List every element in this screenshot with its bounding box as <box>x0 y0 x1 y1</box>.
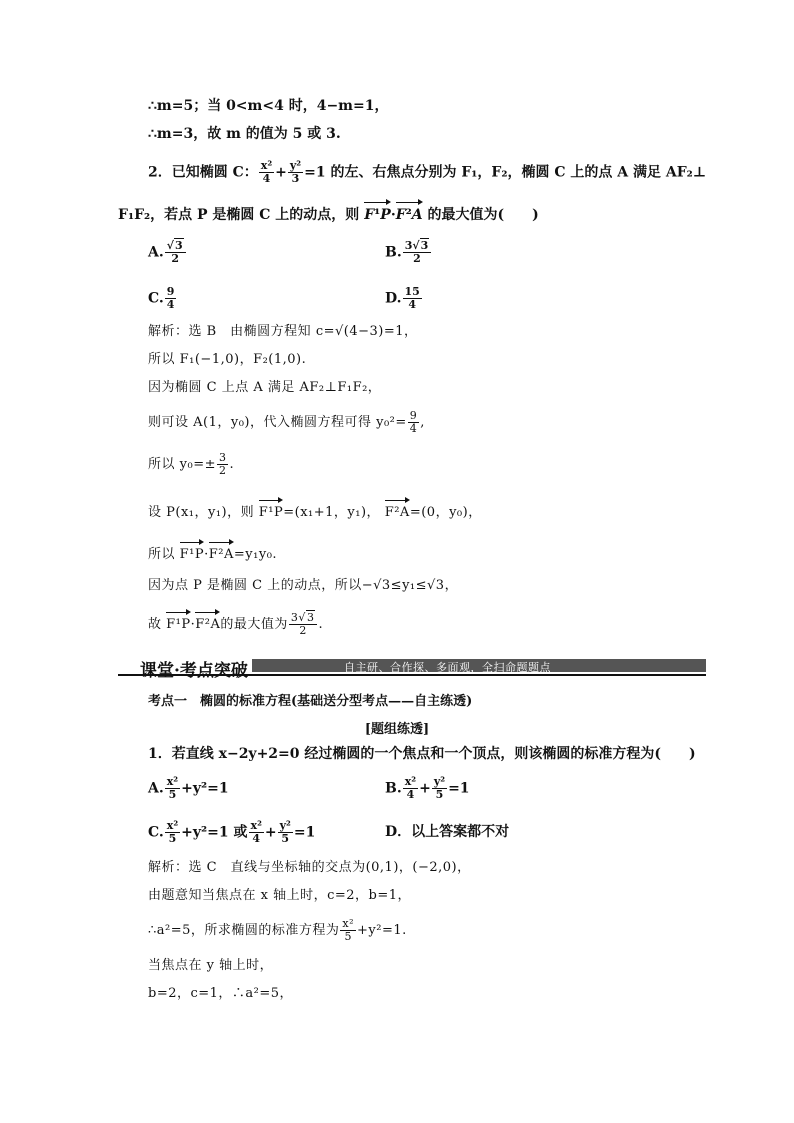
q2-text-c: F₁F₂，若点 P 是椭圆 C 上的动点，则 <box>118 207 360 223</box>
solution-line-8: 因为点 P 是椭圆 C 上的动点，所以−√3≤y₁≤√3， <box>148 578 459 593</box>
q1-solution-1: 解析：选 C 直线与坐标轴的交点为(0,1)，(−2,0)， <box>148 860 471 875</box>
solution-line-6: 设 P(x₁，y₁)，则 F¹P=(x₁+1，y₁)， F²A=(0，y₀)， <box>148 498 482 523</box>
line-m5: ∴m=5；当 0<m<4 时，4−m=1， <box>148 98 389 114</box>
question-1: 1．若直线 x−2y+2=0 经过椭圆的一个焦点和一个顶点，则该椭圆的标准方程为( ) <box>148 746 696 762</box>
solution-line-2: 所以 F₁(−1,0)，F₂(1,0). <box>148 352 307 367</box>
solution-line-1: 解析：选 B 由椭圆方程知 c=√(4−3)=1， <box>148 324 418 339</box>
topic-heading: 考点一 椭圆的标准方程(基础送分型考点——自主练透) <box>148 694 473 709</box>
question-2-cont: F₁F₂，若点 P 是椭圆 C 上的动点，则 F¹P·F²A 的最大值为( ) <box>118 200 539 225</box>
q1-solution-4: 当焦点在 y 轴上时， <box>148 958 274 973</box>
option-c: C. $\frac{9}{4}$ <box>148 285 175 311</box>
solution-line-9: 故 F¹P·F²A的最大值为 $\frac{3√3}{2}$ . <box>148 611 324 637</box>
question-2: 2．已知椭圆 C： $\frac{\text{x²}}{4}$ + $\frac{\text{y²}}{3}$ =1 的左、右焦点分别为 F₁，F₂，椭圆 C 上的点 A 满足 AF₂⊥ <box>148 159 707 185</box>
solution-line-3: 因为椭圆 C 上点 A 满足 AF₂⊥F₁F₂， <box>148 380 382 395</box>
banner-title: 课堂·考点突破 <box>136 656 252 681</box>
q1-option-d: D．以上答案都不对 <box>385 824 510 840</box>
option-d: D. $\frac{15}{4}$ <box>385 285 420 311</box>
q1-option-a: A. $\frac{\text{x²}}{5}$ +y²=1 <box>148 775 229 801</box>
line-m3: ∴m=3，故 m 的值为 5 或 3. <box>148 126 341 142</box>
solution-line-4: 则可设 A(1，y₀)，代入椭圆方程可得 y₀²= $\frac{9}{4}$ , <box>148 409 425 435</box>
q1-solution-5: b=2，c=1，∴a²=5， <box>148 986 294 1001</box>
option-b: B. $\frac{3√3}{2}$ <box>385 240 432 265</box>
q1-option-b: B. $\frac{\text{x²}}{4}$ + $\frac{\text{y²}}{5}$ =1 <box>385 775 470 801</box>
solution-line-5: 所以 y₀=± $\frac{3}{2}$ . <box>148 451 235 477</box>
q2-text-b: =1 的左、右焦点分别为 F₁，F₂，椭圆 C 上的点 A 满足 AF₂⊥ <box>304 164 707 181</box>
q1-solution-3: ∴a²=5，所求椭圆的标准方程为 $\frac{\text{x²}}{5}$ +y²=1. <box>148 917 407 943</box>
solution-line-7: 所以 F¹P·F²A=y₁y₀. <box>148 540 277 565</box>
q2-text-a: 2．已知椭圆 C： <box>148 164 258 181</box>
group-heading: [题组练透] <box>364 722 430 737</box>
banner-rule <box>118 674 706 676</box>
banner-subtitle: 自主研、合作探、多面观，全扫命题题点 <box>344 661 551 674</box>
q1-solution-2: 由题意知当焦点在 x 轴上时，c=2，b=1， <box>148 888 412 903</box>
option-a: A. $\frac{√3}{2}$ <box>148 240 187 265</box>
q2-text-d: 的最大值为( ) <box>427 207 539 223</box>
section-banner <box>118 656 706 681</box>
q1-option-c: C. $\frac{\text{x²}}{5}$ +y²=1 或 $\frac{\text{x²}}{4}$ + $\frac{\text{y²}}{5}$ =1 <box>148 819 316 845</box>
